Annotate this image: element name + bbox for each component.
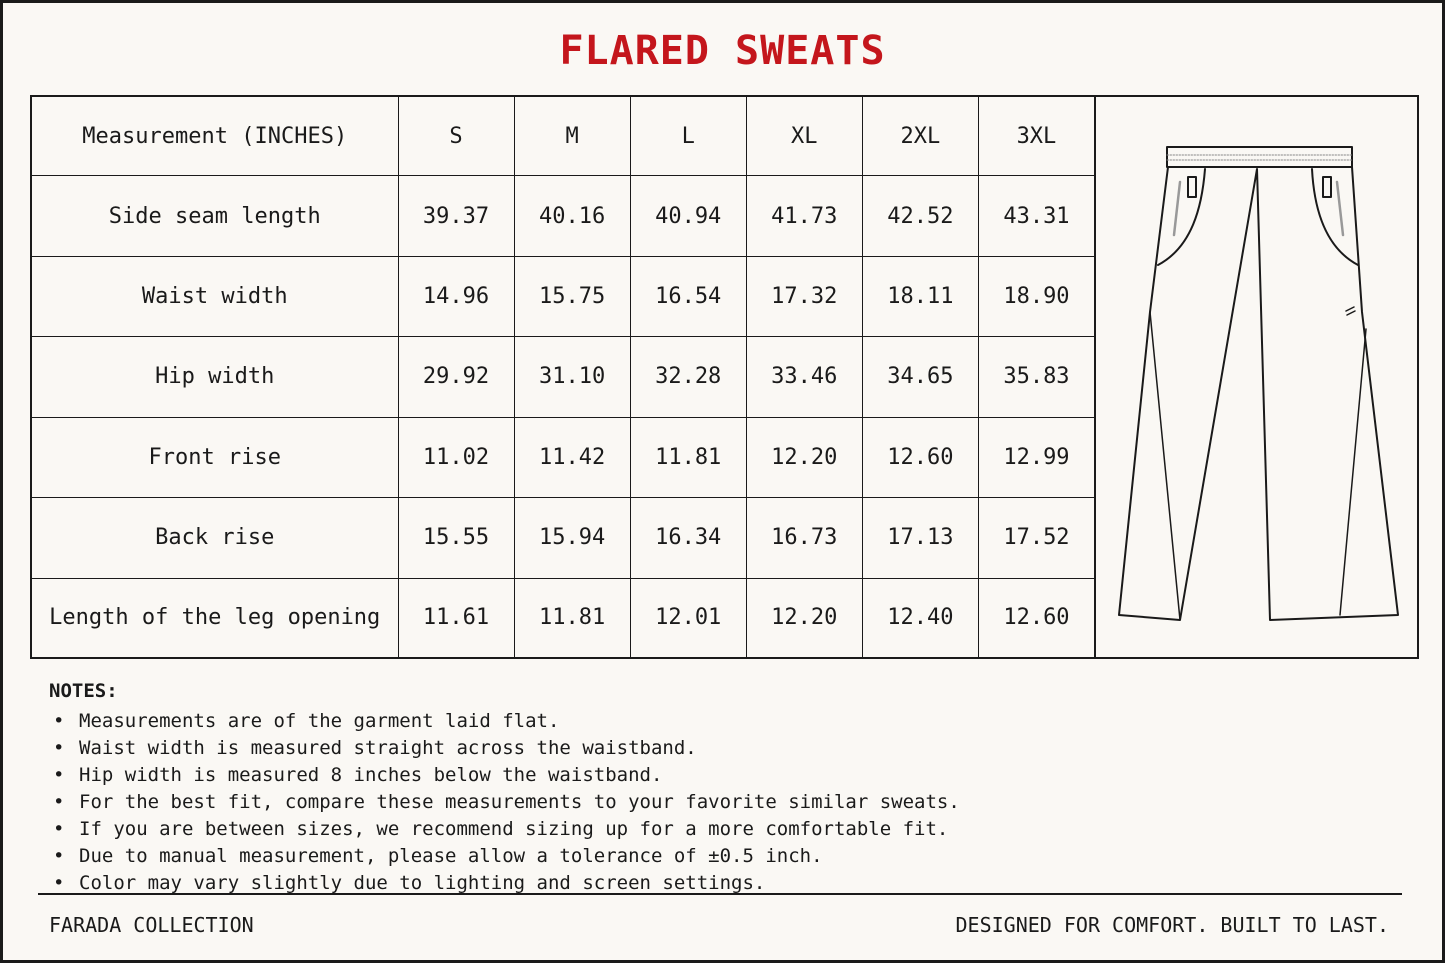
header-size: S	[398, 97, 514, 176]
table-cell: 18.90	[978, 256, 1094, 336]
list-item: • If you are between sizes, we recommend sizing up for a more comfortable fit.	[49, 816, 1249, 843]
table-cell: 12.60	[978, 578, 1094, 657]
list-item: • Hip width is measured 8 inches below the waistband.	[49, 762, 1249, 789]
sweatpants-illustration	[1095, 97, 1420, 657]
table-row	[32, 256, 1095, 336]
table-cell: 12.60	[862, 417, 978, 497]
footer-divider	[38, 893, 1402, 895]
table-cell: 40.16	[514, 176, 630, 256]
footer-brand: FARADA COLLECTION	[49, 913, 254, 937]
table-row	[32, 176, 1095, 256]
table-cell: 16.54	[630, 256, 746, 336]
table-row	[32, 498, 1095, 578]
header-measurement-label: Measurement (INCHES)	[32, 97, 398, 176]
right-cord-tab	[1323, 177, 1331, 197]
table-cell: 11.81	[514, 578, 630, 657]
header-size: L	[630, 97, 746, 176]
table-header-row	[32, 97, 1095, 176]
table-row	[32, 578, 1095, 657]
pants-outline	[1119, 167, 1398, 620]
size-table	[32, 97, 1095, 657]
table-cell: 43.31	[978, 176, 1094, 256]
table-cell: 16.73	[746, 498, 862, 578]
table-cell: 11.42	[514, 417, 630, 497]
table-cell: 12.01	[630, 578, 746, 657]
flared-sweatpants-drawing	[1096, 97, 1420, 657]
page-title: FLARED SWEATS	[559, 28, 886, 74]
header-size: XL	[746, 97, 862, 176]
row-label: Back rise	[32, 498, 398, 578]
footer-tagline: DESIGNED FOR COMFORT. BUILT TO LAST.	[955, 913, 1389, 937]
row-label: Front rise	[32, 417, 398, 497]
list-item: • Due to manual measurement, please allow a tolerance of ±0.5 inch.	[49, 843, 1249, 870]
table-cell: 17.52	[978, 498, 1094, 578]
table-cell: 12.99	[978, 417, 1094, 497]
table-row	[32, 417, 1095, 497]
header-size: 2XL	[862, 97, 978, 176]
waistband-shape	[1167, 147, 1352, 167]
notes-list	[49, 708, 1249, 897]
table-cell: 17.32	[746, 256, 862, 336]
table-cell: 32.28	[630, 337, 746, 417]
list-item: • Waist width is measured straight across the waistband.	[49, 735, 1249, 762]
table-cell: 12.20	[746, 578, 862, 657]
table-row	[32, 337, 1095, 417]
list-item: • Measurements are of the garment laid flat.	[49, 708, 1249, 735]
table-cell: 29.92	[398, 337, 514, 417]
table-cell: 18.11	[862, 256, 978, 336]
row-label: Hip width	[32, 337, 398, 417]
header-size: 3XL	[978, 97, 1094, 176]
table-cell: 15.94	[514, 498, 630, 578]
row-label: Side seam length	[32, 176, 398, 256]
table-cell: 31.10	[514, 337, 630, 417]
table-cell: 35.83	[978, 337, 1094, 417]
table-cell: 15.55	[398, 498, 514, 578]
table-cell: 11.02	[398, 417, 514, 497]
notes-title: NOTES:	[49, 680, 118, 702]
table-cell: 17.13	[862, 498, 978, 578]
table-cell: 12.20	[746, 417, 862, 497]
table-cell: 39.37	[398, 176, 514, 256]
table-cell: 42.52	[862, 176, 978, 256]
table-cell: 11.81	[630, 417, 746, 497]
table-cell: 11.61	[398, 578, 514, 657]
table-cell: 16.34	[630, 498, 746, 578]
size-chart	[30, 95, 1419, 659]
table-cell: 12.40	[862, 578, 978, 657]
table-cell: 14.96	[398, 256, 514, 336]
list-item: • For the best fit, compare these measurements to your favorite similar sweats.	[49, 789, 1249, 816]
table-cell: 33.46	[746, 337, 862, 417]
table-cell: 34.65	[862, 337, 978, 417]
list-item: • Color may vary slightly due to lighting and screen settings.	[49, 870, 1249, 897]
table-cell: 41.73	[746, 176, 862, 256]
header-size: M	[514, 97, 630, 176]
row-label: Length of the leg opening	[32, 578, 398, 657]
table-cell: 40.94	[630, 176, 746, 256]
row-label: Waist width	[32, 256, 398, 336]
table-cell: 15.75	[514, 256, 630, 336]
left-cord-tab	[1188, 177, 1196, 197]
notes-section	[49, 680, 1249, 897]
